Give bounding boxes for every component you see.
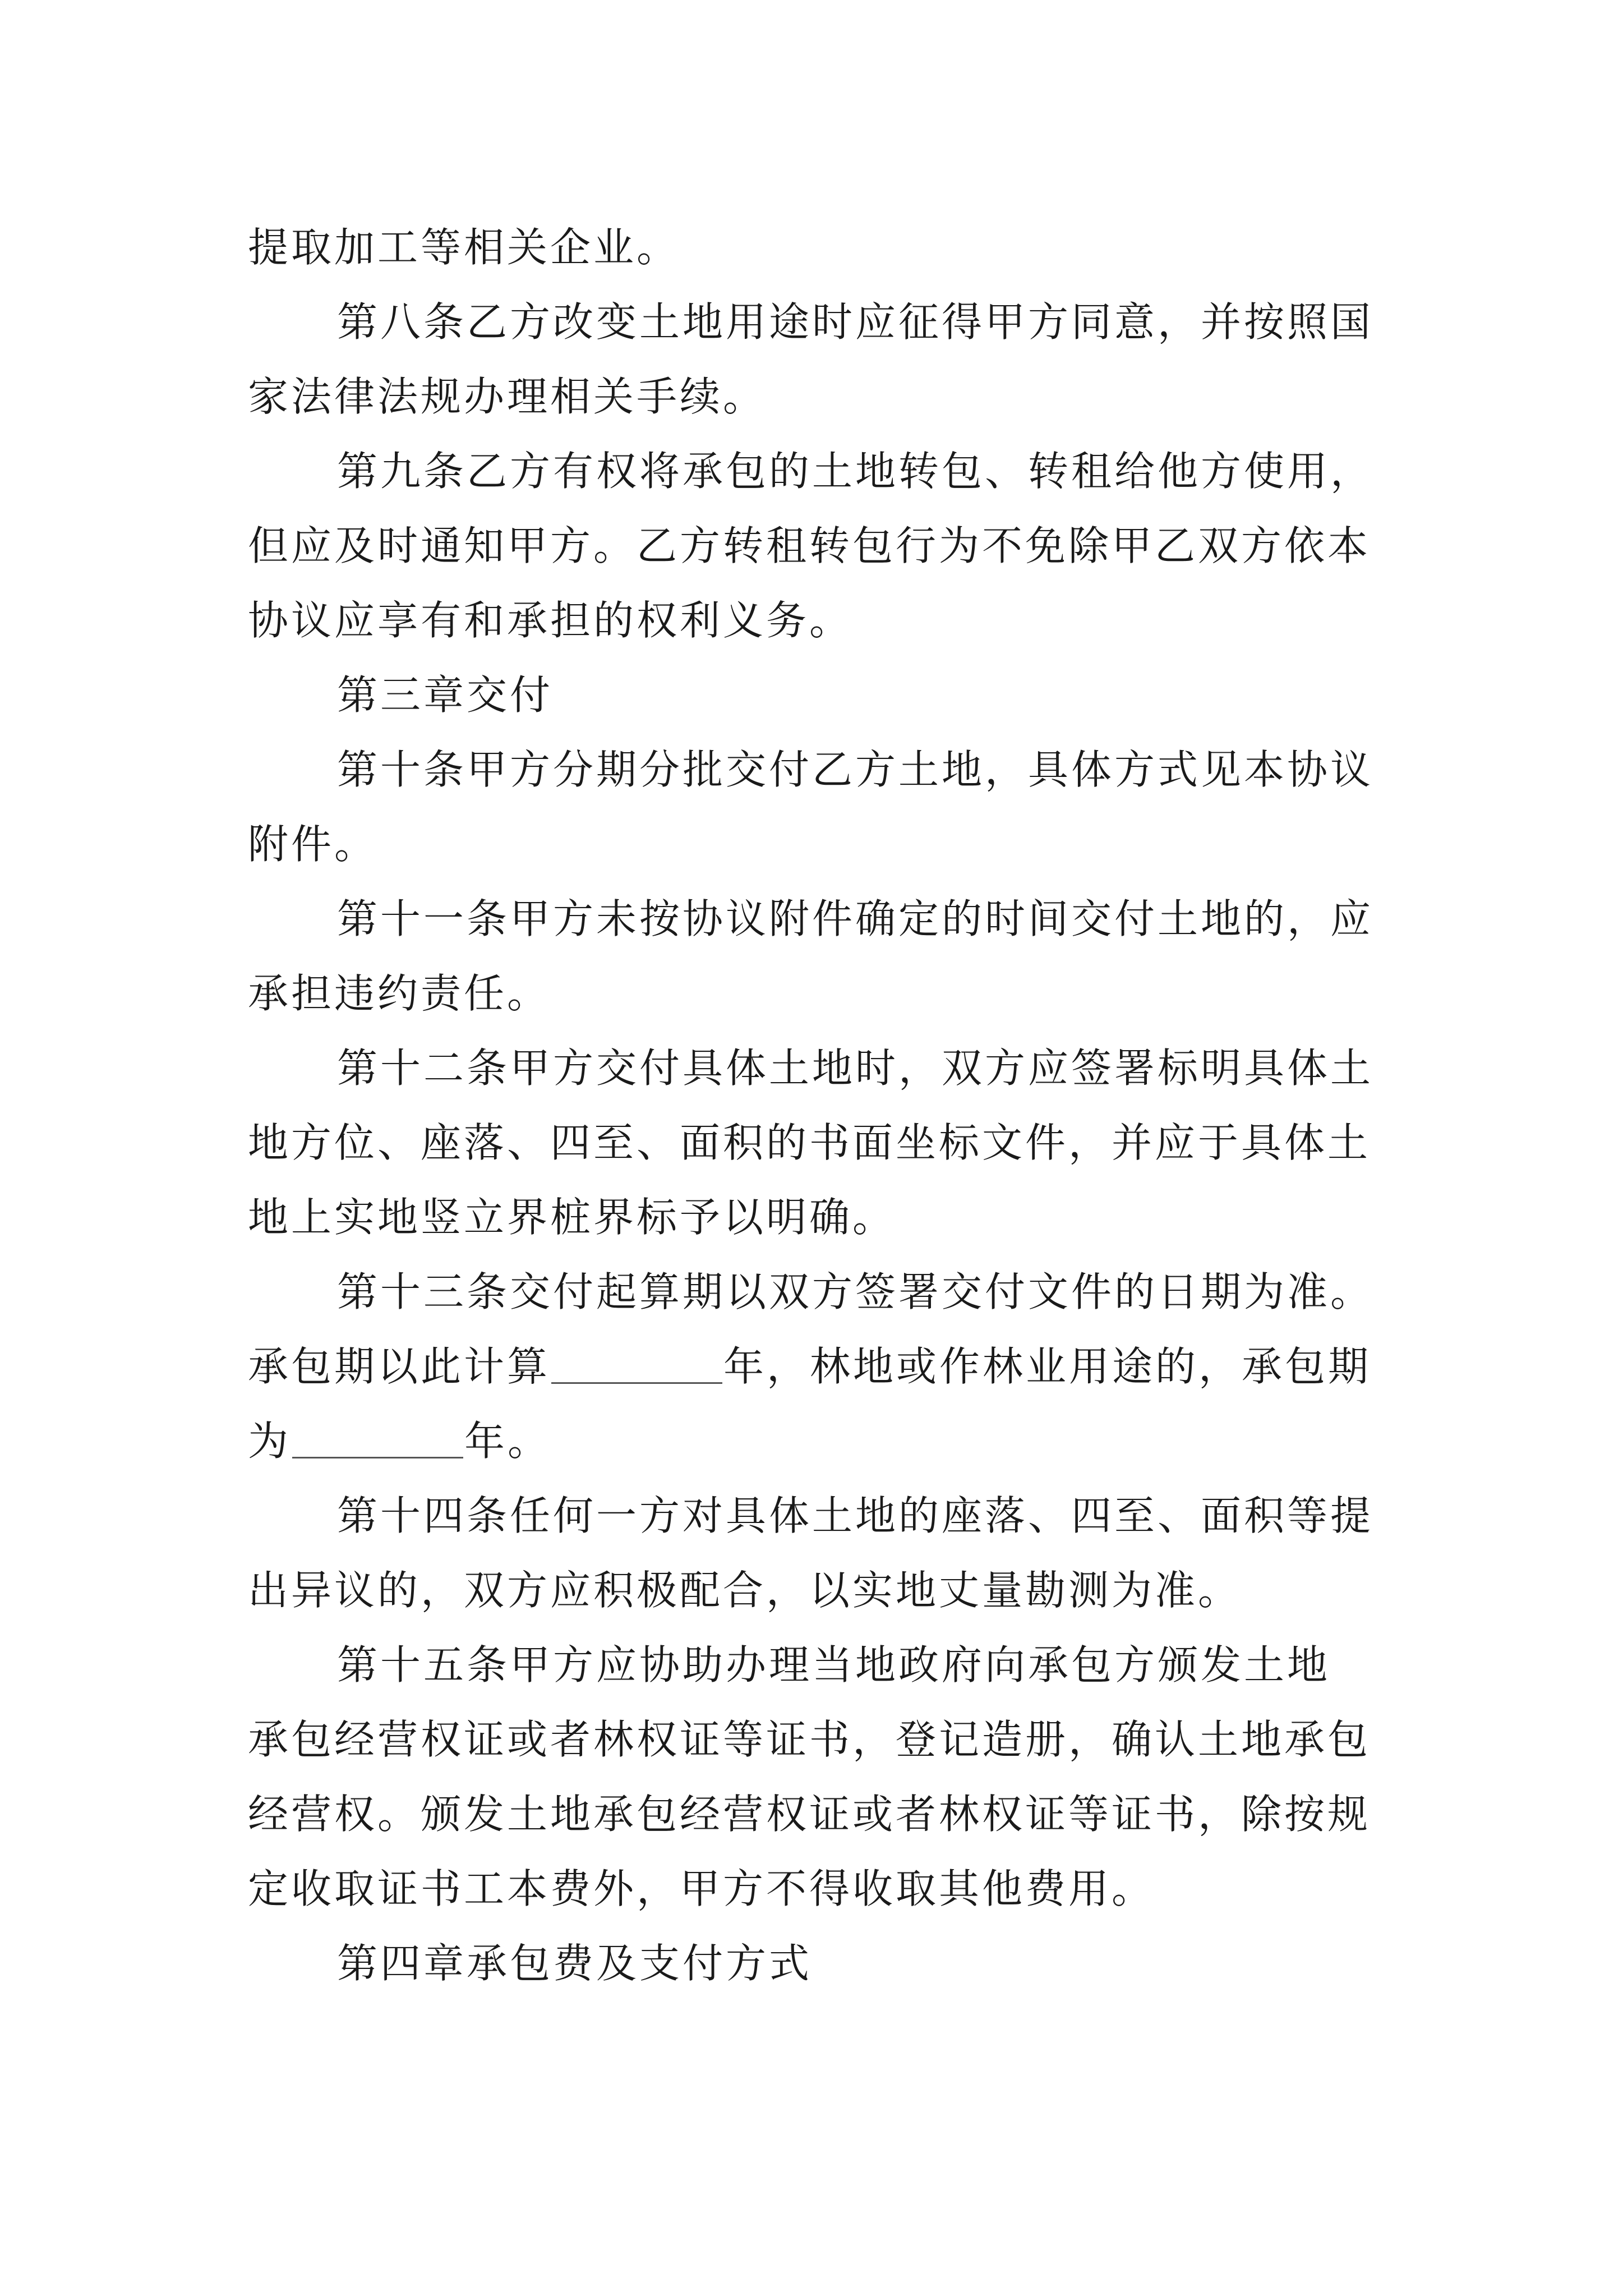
text-line-with-blank — [248, 1413, 1426, 1469]
text-segment: 承包期以此计算 — [248, 1343, 551, 1390]
text-line: 协议应享有和承担的权利义务。 — [248, 597, 853, 644]
article-8-line: 第八条乙方改变土地用途时应征得甲方同意，并按照国 — [337, 298, 1374, 346]
chapter-4-heading: 第四章承包费及支付方式 — [337, 1940, 813, 1987]
chapter-3-heading: 第三章交付 — [337, 671, 554, 719]
text-line: 地上实地竖立界桩界标予以明确。 — [248, 1194, 896, 1241]
text-line: 承担违约责任。 — [248, 970, 551, 1017]
article-11-line: 第十一条甲方未按协议附件确定的时间交付土地的，应 — [337, 895, 1374, 942]
text-line: 附件。 — [248, 821, 378, 868]
fill-in-blank — [551, 1342, 722, 1384]
article-13-line: 第十三条交付起算期以双方签署交付文件的日期为准。 — [337, 1268, 1374, 1315]
fill-in-blank — [292, 1416, 463, 1458]
article-14-line: 第十四条任何一方对具体土地的座落、四至、面积等提 — [337, 1492, 1374, 1539]
text-segment: 年，林地或作林业用途的，承包期 — [723, 1343, 1372, 1390]
article-10-line: 第十条甲方分期分批交付乙方土地，具体方式见本协议 — [337, 746, 1374, 793]
article-9-line: 第九条乙方有权将承包的土地转包、转租给他方使用， — [337, 448, 1374, 495]
text-line: 经营权。颁发土地承包经营权证或者林权证等证书，除按规 — [248, 1791, 1371, 1838]
text-line: 出异议的，双方应积极配合，以实地丈量勘测为准。 — [248, 1567, 1242, 1614]
article-12-line: 第十二条甲方交付具体土地时，双方应签署标明具体土 — [337, 1045, 1374, 1092]
article-15-line: 第十五条甲方应协助办理当地政府向承包方颁发土地 — [337, 1641, 1331, 1688]
text-segment: 年。 — [464, 1418, 551, 1465]
text-line: 定收取证书工本费外，甲方不得收取其他费用。 — [248, 1865, 1155, 1912]
text-line: 提取加工等相关企业。 — [248, 224, 680, 271]
text-line: 但应及时通知甲方。乙方转租转包行为不免除甲乙双方依本 — [248, 522, 1371, 569]
text-line: 承包经营权证或者林权证等证书，登记造册，确认土地承包 — [248, 1716, 1371, 1763]
text-segment: 为 — [248, 1418, 292, 1465]
text-line: 家法律法规办理相关手续。 — [248, 373, 767, 420]
text-line-with-blank — [248, 1338, 1426, 1395]
text-line: 地方位、座落、四至、面积的书面坐标文件，并应于具体土 — [248, 1119, 1371, 1166]
